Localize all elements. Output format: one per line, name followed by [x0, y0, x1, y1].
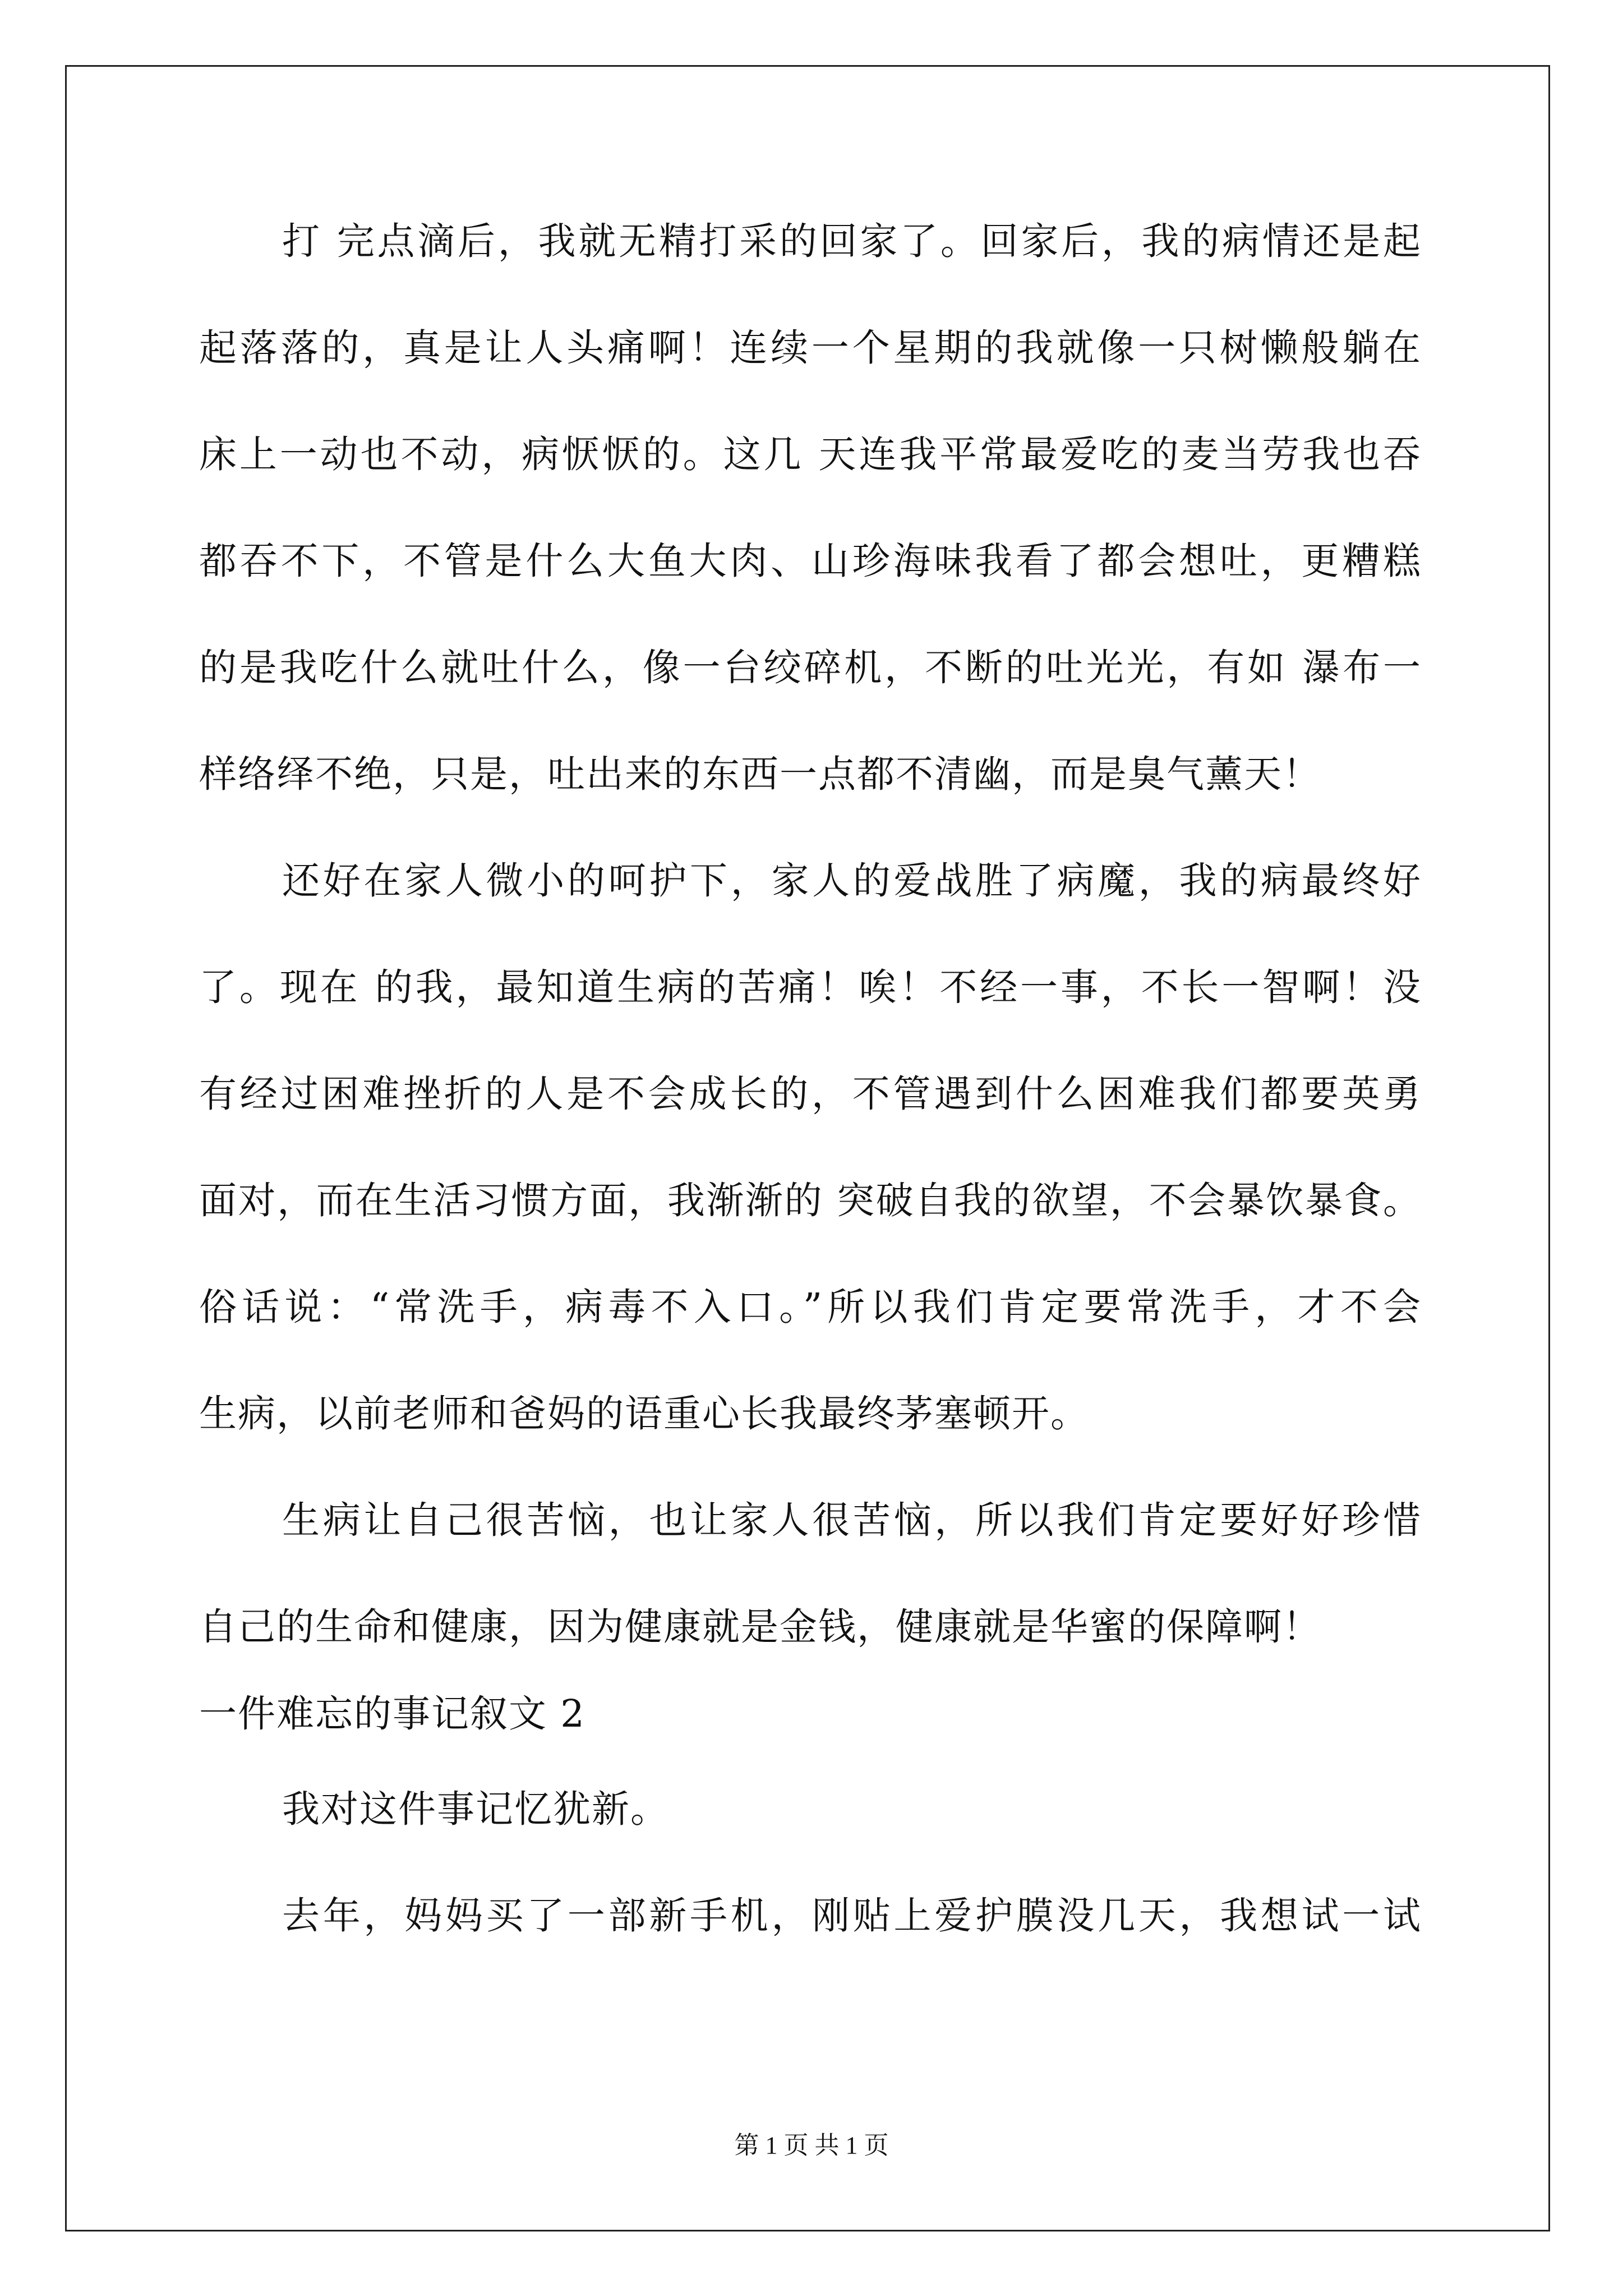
paragraph-1-line-1: 打 完点滴后，我就无精打采的回家了。回家后，我的病情还是起 [282, 219, 1422, 263]
section-paragraph-1: 我对这件事记忆犹新。 [282, 1787, 669, 1831]
paragraph-1-line-5: 的是我吃什么就吐什么，像一台绞碎机，不断的吐光光，有如 瀑布一 [199, 646, 1422, 689]
paragraph-2-line-6: 生病，以前老师和爸妈的语重心长我最终茅塞顿开。 [199, 1392, 1089, 1435]
paragraph-2-line-2: 了。现在 的我，最知道生病的苦痛！唉！不经一事，不长一智啊！没 [199, 965, 1422, 1009]
paragraph-1-line-3: 床上一动也不动，病恹恹的。这几 天连我平常最爱吃的麦当劳我也吞 [199, 432, 1422, 476]
section-paragraph-2-line-1: 去年，妈妈买了一部新手机，刚贴上爱护膜没几天，我想试一试 [282, 1894, 1422, 1938]
paragraph-1-line-6: 样络绎不绝，只是，吐出来的东西一点都不清幽，而是臭气薰天！ [199, 752, 1321, 796]
paragraph-3-line-1: 生病让自己很苦恼，也让家人很苦恼，所以我们肯定要好好珍惜 [282, 1498, 1422, 1542]
paragraph-2-line-4: 面对，而在生活习惯方面，我渐渐的 突破自我的欲望，不会暴饮暴食。 [199, 1179, 1422, 1222]
paragraph-1-line-2: 起落落的，真是让人头痛啊！连续一个星期的我就像一只树懒般躺在 [199, 326, 1422, 370]
paragraph-2-line-1: 还好在家人微小的呵护下，家人的爱战胜了病魔，我的病最终好 [282, 859, 1422, 903]
paragraph-2-line-3: 有经过困难挫折的人是不会成长的，不管遇到什么困难我们都要英勇 [199, 1072, 1422, 1116]
paragraph-1-line-4: 都吞不下，不管是什么大鱼大肉、山珍海味我看了都会想吐，更糟糕 [199, 539, 1422, 583]
section-title: 一件难忘的事记叙文 2 [199, 1692, 585, 1736]
paragraph-3-line-2: 自己的生命和健康，因为健康就是金钱，健康就是华蜜的保障啊！ [199, 1605, 1321, 1649]
paragraph-2-line-5: 俗话说：“常洗手，病毒不入口。”所以我们肯定要常洗手，才不会 [199, 1285, 1422, 1329]
page-footer: 第 1 页 共 1 页 [734, 2132, 889, 2159]
